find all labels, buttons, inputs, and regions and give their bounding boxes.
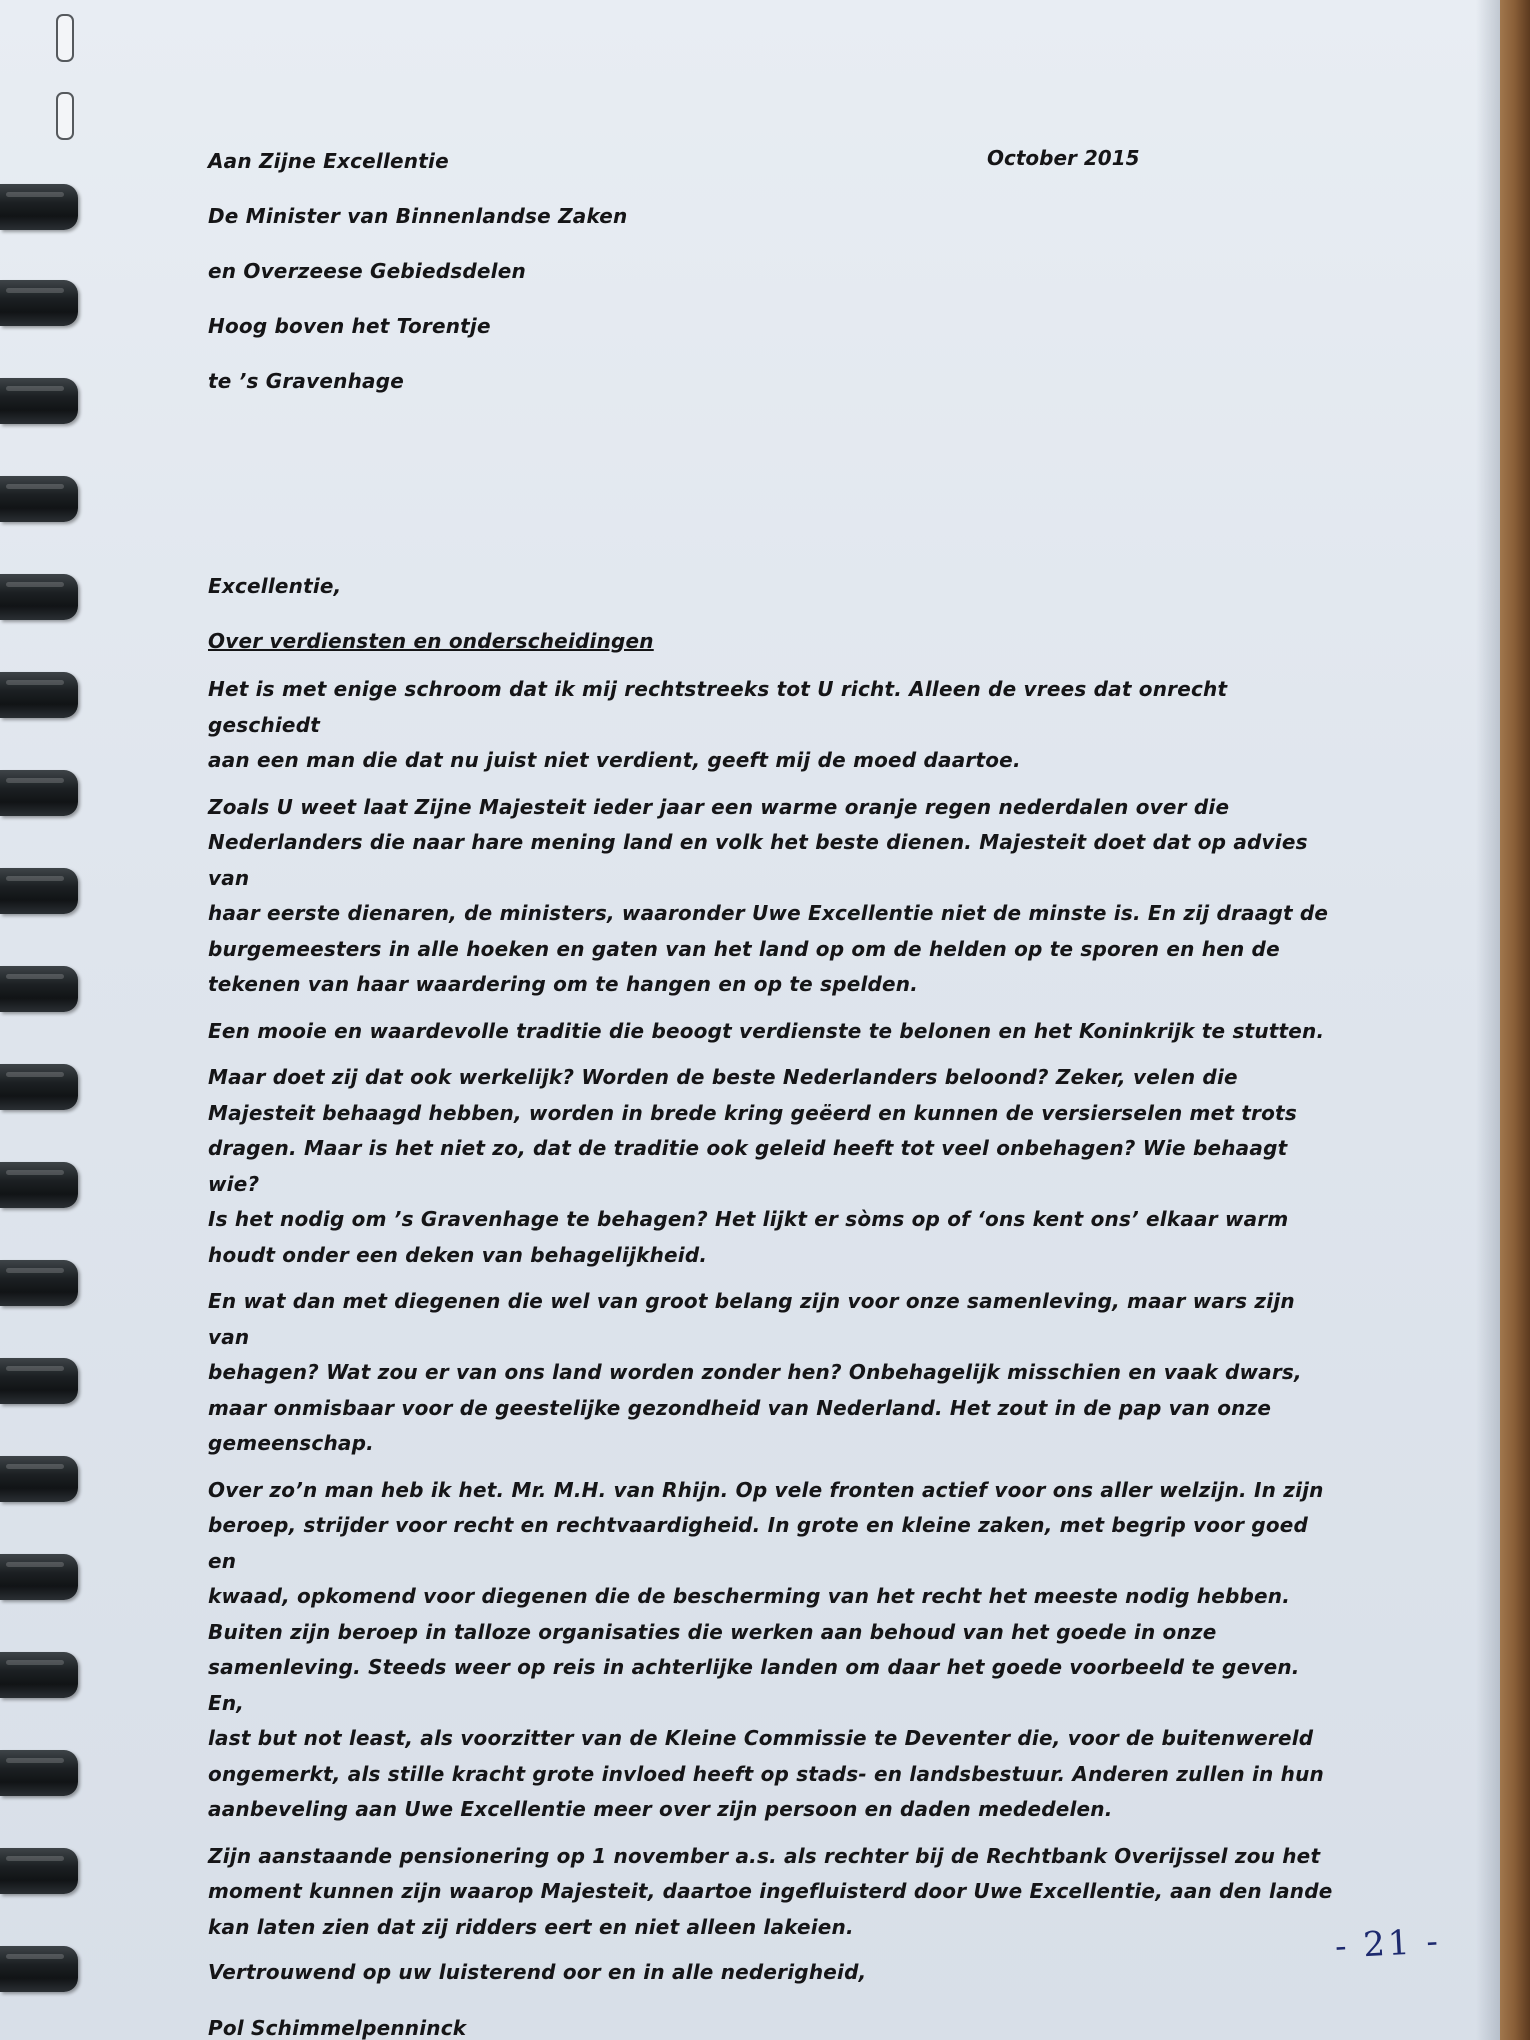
paragraph: Maar doet zij dat ook werkelijk? Worden de beste Nederlanders beloond? Zeker, velen die Majesteit behaagd hebben, worden in brede kring geëerd en kunnen de versierselen met trots dragen. Maar is het niet zo, dat de traditie ook geleid heeft tot veel onbehagen? Wie behaagt wie? Is het nodig om ’s Gravenhage te behagen? Het lijkt er sòms op of ‘ons kent ons’ elkaar warm houdt onder een deken van behagelijkheid.	[208, 1065, 1297, 1267]
binding-coil	[0, 1260, 78, 1306]
binding-coil	[0, 1946, 78, 1992]
paragraph: En wat dan met diegenen die wel van groot belang zijn voor onze samenleving, maar wars zijn van behagen? Wat zou er van ons land worden zonder hen? Onbehagelijk misschien en vaak dwars, maar onmisbaar voor de geestelijke gezondheid van Nederland. Het zout in de pap van onze gemeenschap.	[208, 1289, 1302, 1455]
paragraph: Zijn aanstaande pensionering op 1 november a.s. als rechter bij de Rechtbank Overijssel zou het moment kunnen zijn waarop Majesteit, daartoe ingefluisterd door Uwe Excellentie, aan den lande kan laten zien dat zij ridders eert en niet alleen lakeien.	[208, 1843, 1333, 1939]
binding-coil	[0, 1848, 78, 1894]
salutation: Excellentie,	[208, 574, 342, 598]
binding-coil	[0, 966, 78, 1012]
letter-body	[208, 146, 1338, 2040]
binding-coil	[0, 184, 78, 230]
paragraph: Een mooie en waardevolle traditie die beoogt verdienste te belonen en het Koninkrijk te stutten.	[208, 1018, 1325, 1043]
address-line: Aan Zijne Excellentie	[208, 149, 449, 173]
binding-coil	[0, 1358, 78, 1404]
address-line: te ’s Gravenhage	[208, 369, 404, 393]
letter-date: October 2015	[987, 146, 1140, 170]
binding-hole	[56, 92, 74, 140]
closing-line: Vertrouwend op uw luisterend oor en in alle nederigheid,	[208, 1960, 867, 1984]
binding-coil	[0, 1456, 78, 1502]
spiral-binding	[0, 0, 90, 2040]
address-line: en Overzeese Gebiedsdelen	[208, 259, 526, 283]
binding-coil	[0, 1554, 78, 1600]
binding-coil	[0, 574, 78, 620]
paragraph: Het is met enige schroom dat ik mij rechtstreeks tot U richt. Alleen de vrees dat onrecht geschiedt aan een man die dat nu juist niet verdient, geeft mij de moed daartoe.	[208, 677, 1228, 772]
binding-coil	[0, 672, 78, 718]
paragraph: Over zo’n man heb ik het. Mr. M.H. van Rhijn. Op vele fronten actief voor ons aller welzijn. In zijn beroep, strijder voor recht en rechtvaardigheid. In grote en kleine zaken, met begrip voor goed en kwaad, opkomend voor diegenen die de bescherming van het recht het meeste nodig hebben. Buiten zijn beroep in talloze organisaties die werken aan behoud van het goede in onze samenleving. Steeds weer op reis in achterlijke landen om daar het goede voorbeeld te geven. En, last but not least, als voorzitter van de Kleine Commissie te Deventer die, voor de buitenwereld ongemerkt, als stille kracht grote invloed heeft op stads- en landsbestuur. Anderen zullen in hun aanbeveling aan Uwe Excellentie meer over zijn persoon en daden mededelen.	[208, 1477, 1324, 1821]
paragraph: Zoals U weet laat Zijne Majesteit ieder jaar een warme oranje regen nederdalen over die Nederlanders die naar hare mening land en volk het beste dienen. Majesteit doet dat op advies van haar eerste dienaren, de ministers, waaronder Uwe Excellentie niet de minste is. En zij draagt de burgemeesters in alle hoeken en gaten van het land op om de helden op te sporen en hen de tekenen van haar waardering om te hangen en op te spelden.	[208, 794, 1329, 996]
binding-coil	[0, 868, 78, 914]
binding-coil	[0, 1750, 78, 1796]
subject-line: Over verdiensten en onderscheidingen	[208, 629, 654, 653]
binding-hole	[56, 14, 74, 62]
binding-coil	[0, 1162, 78, 1208]
page-edge-shadow	[1476, 0, 1500, 2040]
binding-coil	[0, 476, 78, 522]
binding-coil	[0, 770, 78, 816]
binding-coil	[0, 1652, 78, 1698]
binding-coil	[0, 280, 78, 326]
handwritten-page-number: - 21 -	[1334, 1921, 1442, 1967]
binding-coil	[0, 1064, 78, 1110]
binding-coil	[0, 378, 78, 424]
address-line: De Minister van Binnenlandse Zaken	[208, 204, 628, 228]
address-line: Hoog boven het Torentje	[208, 314, 491, 338]
signature-name: Pol Schimmelpenninck	[208, 2016, 467, 2040]
